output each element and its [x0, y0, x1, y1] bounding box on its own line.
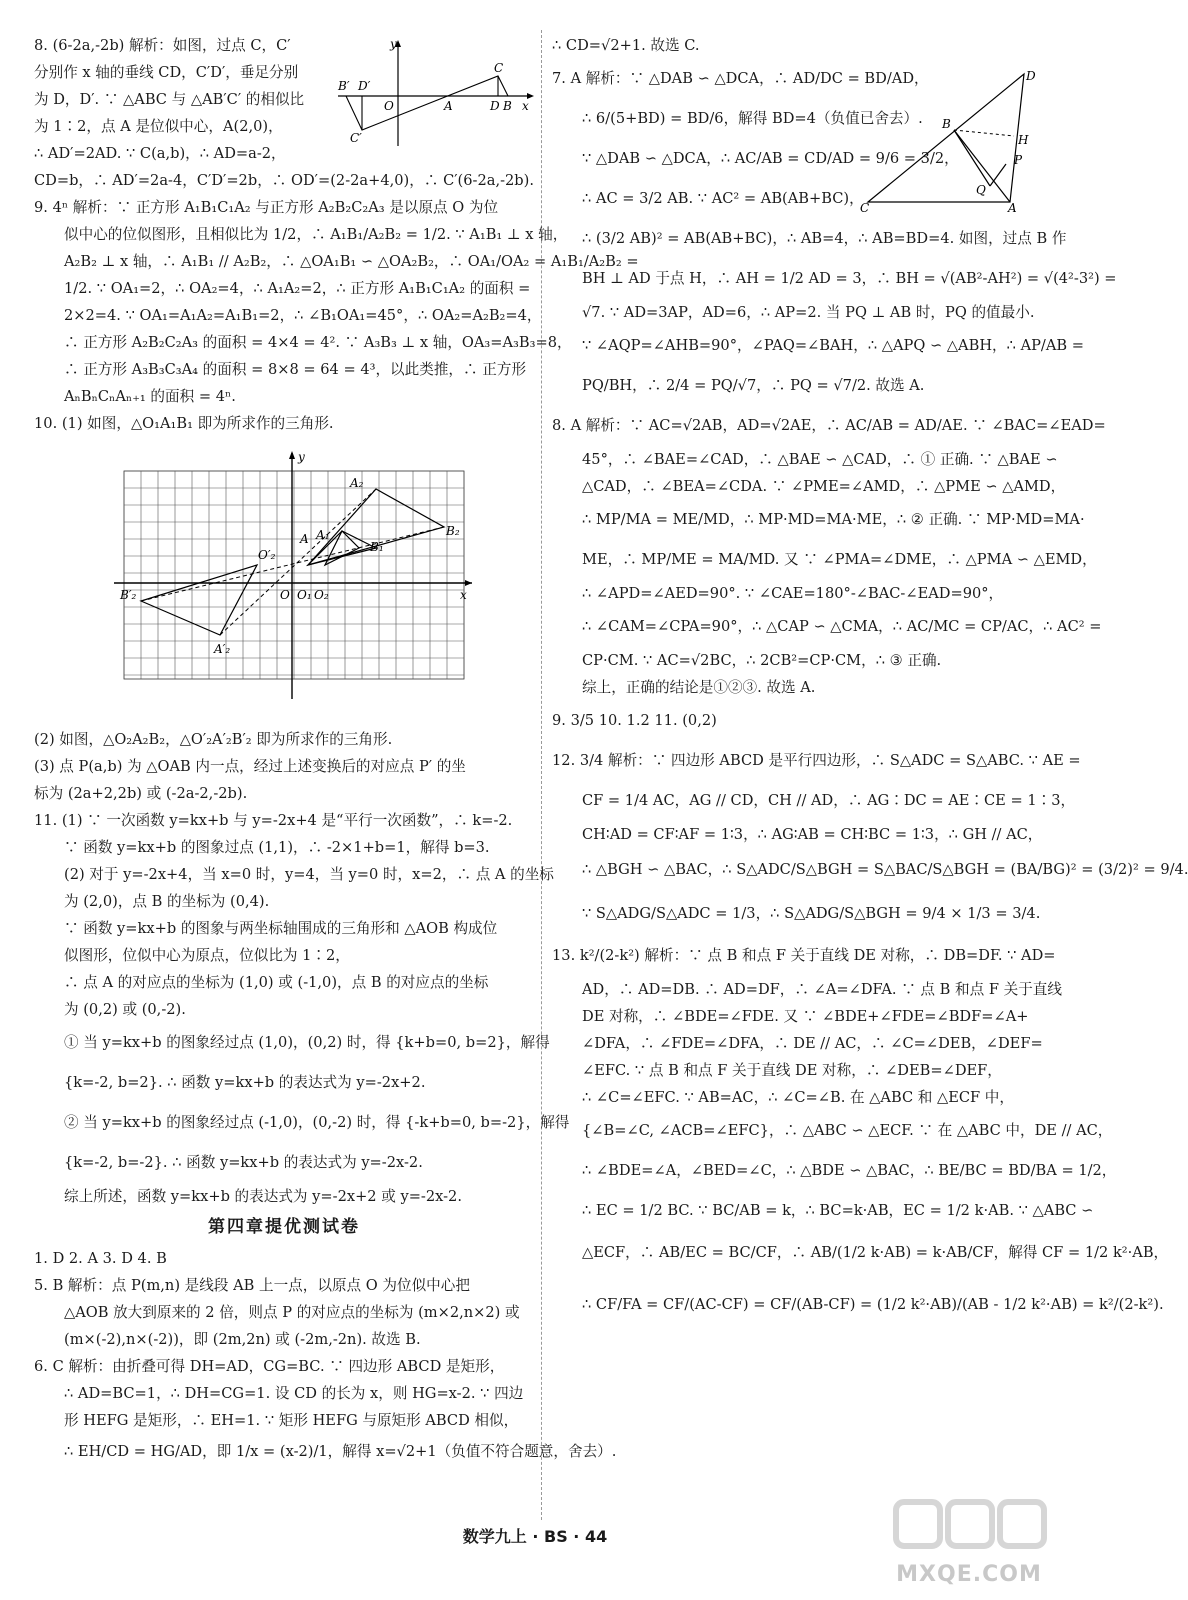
text-line: ME，∴ MP/ME = MA/MD. 又 ∵ ∠PMA=∠DME，∴ △PMA ∽ △EMD， [582, 551, 1097, 568]
right-column [552, 32, 1188, 1335]
grid-label: B₁ [370, 540, 384, 554]
fig7-label: D [1026, 69, 1036, 83]
page-footer: 数学九上 · BS · 44 [462, 1527, 608, 1546]
text-line: CF = 1/4 AC，AG // CD，CH // AD，∴ AG∶DC = AE∶CE = 1∶3， [582, 792, 1076, 809]
grid-label: x [460, 588, 467, 602]
fig7-label: A [1008, 201, 1017, 215]
grid-label: O [280, 588, 290, 602]
text-line: 9. 4ⁿ 解析：∵ 正方形 A₁B₁C₁A₂ 与正方形 A₂B₂C₂A₃ 是以原点 O 为位 [34, 199, 499, 216]
text-line: CP·CM. ∵ AC=√2BC，∴ 2CB²=CP·CM，∴ ③ 正确. [582, 652, 942, 669]
grid-label: O′₂ [258, 548, 276, 562]
text-line: 为 1∶2，点 A 是位似中心，A(2,0)， [34, 118, 283, 135]
text-line: 12. 3/4 解析：∵ 四边形 ABCD 是平行四边形，∴ S△ADC = S△ABC. ∵ AE = [552, 752, 1081, 769]
text-line: 45°，∴ ∠BAE=∠CAD，∴ △BAE ∽ △CAD，∴ ① 正确. ∵ △BAE ∽ [582, 451, 1058, 468]
text-line: AD，∴ AD=DB. ∴ AD=DF，∴ ∠A=∠DFA. ∵ 点 B 和点 F 关于直线 [582, 981, 1062, 998]
text-line: 似图形，位似中心为原点，位似比为 1∶2， [64, 947, 350, 964]
text-line: CH∶AD = CF∶AF = 1∶3，∴ AG∶AB = CH∶BC = 1∶3，∴ GH // AC， [582, 826, 1043, 843]
grid-label: A′₂ [214, 642, 231, 656]
fig7-label: B [942, 117, 951, 131]
fig8-label: C [494, 61, 504, 75]
q7-figure [860, 66, 1046, 214]
text-line: ∴ △BGH ∽ △BAC，∴ S△ADC/S△BGH = S△BAC/S△BGH = (BA/BG)² = (3/2)² = 9/4. [582, 861, 1188, 878]
text-line: 综上，正确的结论是①②③. 故选 A. [582, 679, 816, 696]
text-line: ∴ EH/CD = HG/AD，即 1/x = (x-2)/1，解得 x=√2+1（负值不符合题意，舍去）. [64, 1443, 617, 1460]
text-line: ∵ 函数 y=kx+b 的图象过点 (1,1)，∴ -2×1+b=1，解得 b=3. [64, 839, 490, 856]
text-line: ∠DFA，∴ ∠FDE=∠DFA，∴ DE // AC，∴ ∠C=∠DEB，∠DEF= [582, 1035, 1043, 1052]
fig8-label: C′ [350, 131, 362, 145]
text-line: △ECF，∴ AB/EC = BC/CF，∴ AB/(1/2 k·AB) = k·AB/CF，解得 CF = 1/2 k²·AB， [582, 1244, 1169, 1261]
text-line: ∴ EC = 1/2 BC. ∵ BC/AB = k，∴ BC=k·AB，EC = 1/2 k·AB. ∵ △ABC ∽ [582, 1202, 1094, 1219]
watermark-text: MXQE.COM [896, 1562, 1042, 1587]
text-line: ∠EFC. ∵ 点 B 和点 F 关于直线 DE 对称，∴ ∠DEB=∠DEF， [582, 1062, 1002, 1079]
text-line: A₂B₂ ⊥ x 轴，∴ A₁B₁ // A₂B₂，∴ △OA₁B₁ ∽ △OA₂B₂，∴ OA₁/OA₂ = A₁B₁/A₂B₂ = [64, 253, 639, 270]
coordinate-grid-figure [94, 443, 474, 709]
text-line: ∵ S△ADG/S△ADC = 1/3，∴ S△ADG/S△BGH = 9/4 × 1/3 = 3/4. [582, 905, 1041, 922]
text-line: 为 (0,2) 或 (0,-2). [64, 1001, 186, 1018]
grid-label: O₂ [314, 588, 329, 602]
text-line: 为 D，D′. ∵ △ABC 与 △AB′C′ 的相似比 [34, 91, 305, 108]
text-line: 8. (6-2a,-2b) 解析：如图，过点 C，C′ [34, 37, 291, 54]
text-line: 5. B 解析：点 P(m,n) 是线段 AB 上一点，以原点 O 为位似中心把 [34, 1277, 470, 1294]
text-line: 13. k²/(2-k²) 解析：∵ 点 B 和点 F 关于直线 DE 对称，∴ DB=DF. ∵ AD= [552, 947, 1056, 964]
text-line: 形 HEFG 是矩形，∴ EH=1. ∵ 矩形 HEFG 与原矩形 ABCD 相似， [64, 1412, 519, 1429]
grid-label: A₁ [316, 528, 330, 542]
text-line: (m×(-2),n×(-2))，即 (2m,2n) 或 (-2m,-2n). 故选 B. [64, 1331, 421, 1348]
text-line: 为 (2,0)，点 B 的坐标为 (0,4). [64, 893, 270, 910]
text-line: 标为 (2a+2,2b) 或 (-2a-2,-2b). [34, 785, 248, 802]
text-line: 似中心的位似图形，且相似比为 1/2，∴ A₁B₁/A₂B₂ = 1/2. ∵ A₁B₁ ⊥ x 轴， [64, 226, 568, 243]
text-line: ∴ 点 A 的对应点的坐标为 (1,0) 或 (-1,0)，点 B 的对应点的坐标 [64, 974, 489, 991]
text-line: ∴ ∠APD=∠AED=90°. ∵ ∠CAE=180°-∠BAC-∠EAD=90°， [582, 585, 1004, 602]
grid-label: O₁ [297, 588, 312, 602]
text-line: ∴ AD=BC=1，∴ DH=CG=1. 设 CD 的长为 x，则 HG=x-2. ∵ 四边 [64, 1385, 524, 1402]
text-line: {∠B=∠C, ∠ACB=∠EFC}，∴ △ABC ∽ △ECF. ∵ 在 △ABC 中，DE // AC， [582, 1122, 1113, 1139]
text-line: BH ⊥ AD 于点 H，∴ AH = 1/2 AD = 3，∴ BH = √(AB²-AH²) = √(4²-3²) = [582, 270, 1117, 287]
grid-label: y [298, 450, 305, 464]
fig7-label: C [860, 201, 870, 215]
text-line: ① 当 y=kx+b 的图象经过点 (1,0)，(0,2) 时，得 {k+b=0, b=2}，解得 [64, 1034, 550, 1051]
fig8-label: B [503, 99, 512, 113]
fig8-label: A [444, 99, 453, 113]
text-line: △CAD，∴ ∠BEA=∠CDA. ∵ ∠PME=∠AMD，∴ △PME ∽ △AMD， [582, 478, 1066, 495]
text-line: 1. D 2. A 3. D 4. B [34, 1250, 167, 1267]
text-line: ∴ ∠BDE=∠A，∠BED=∠C，∴ △BDE ∽ △BAC，∴ BE/BC = BD/BA = 1/2， [582, 1162, 1117, 1179]
text-line: ∴ ∠C=∠EFC. ∵ AB=AC，∴ ∠C=∠B. 在 △ABC 和 △ECF 中， [582, 1089, 1014, 1106]
text-line: 综上所述，函数 y=kx+b 的表达式为 y=-2x+2 或 y=-2x-2. [64, 1188, 462, 1205]
grid-label: B₂ [446, 524, 460, 538]
fig8-label: D′ [358, 79, 371, 93]
grid-label: A₂ [350, 476, 364, 490]
grid-label: B′₂ [120, 588, 137, 602]
q8-figure [338, 38, 534, 148]
section-title: 第四章提优测试卷 [208, 1217, 360, 1237]
fig7-label: Q [976, 183, 986, 197]
text-line: AₙBₙCₙAₙ₊₁ 的面积 = 4ⁿ. [64, 388, 236, 405]
fig7-label: P [1014, 153, 1023, 167]
text-line: ∴ AC = 3/2 AB. ∵ AC² = AB(AB+BC)， [582, 190, 864, 207]
fig8-label: x [522, 99, 529, 113]
text-line: ∴ (3/2 AB)² = AB(AB+BC)，∴ AB=4，∴ AB=BD=4. 如图，过点 B 作 [582, 230, 1067, 247]
text-line: 11. (1) ∵ 一次函数 y=kx+b 与 y=-2x+4 是“平行一次函数”，∴ k=-2. [34, 812, 513, 829]
text-line: √7. ∵ AD=3AP，AD=6，∴ AP=2. 当 PQ ⊥ AB 时，PQ 的值最小. [582, 304, 1035, 321]
text-line: CD=b，∴ AD′=2a-4，C′D′=2b，∴ OD′=(2-2a+4,0)，∴ C′(6-2a,-2b). [34, 172, 534, 189]
fig8-label: D [490, 99, 500, 113]
text-line: ∴ ∠CAM=∠CPA=90°，∴ △CAP ∽ △CMA，∴ AC/MC = CP/AC，∴ AC² = [582, 618, 1102, 635]
text-line: 1/2. ∵ OA₁=2，∴ OA₂=4，∴ A₁A₂=2，∴ 正方形 A₁B₁C₁A₂ 的面积 = [64, 280, 531, 297]
text-line: {k=-2, b=-2}. ∴ 函数 y=kx+b 的表达式为 y=-2x-2. [64, 1154, 423, 1171]
fig8-label: O [384, 99, 394, 113]
text-line: ∵ 函数 y=kx+b 的图象与两坐标轴围成的三角形和 △AOB 构成位 [64, 920, 498, 937]
text-line: 6. C 解析：由折叠可得 DH=AD，CG=BC. ∵ 四边形 ABCD 是矩形， [34, 1358, 505, 1375]
text-line: △AOB 放大到原来的 2 倍，则点 P 的对应点的坐标为 (m×2,n×2) 或 [64, 1304, 520, 1321]
text-line: (2) 对于 y=-2x+4，当 x=0 时，y=4，当 y=0 时，x=2，∴ 点 A 的坐标 [64, 866, 554, 883]
text-line: 8. A 解析：∵ AC=√2AB，AD=√2AE，∴ AC/AB = AD/AE. ∵ ∠BAC=∠EAD= [552, 417, 1106, 434]
text-line: 9. 3/5 10. 1.2 11. (0,2) [552, 712, 717, 729]
text-line: ∵ ∠AQP=∠AHB=90°，∠PAQ=∠BAH，∴ △APQ ∽ △ABH，∴ AP/AB = [582, 337, 1084, 354]
fig8-label: B′ [338, 79, 350, 93]
grid-label: A [300, 532, 309, 546]
text-line: {k=-2, b=2}. ∴ 函数 y=kx+b 的表达式为 y=-2x+2. [64, 1074, 426, 1091]
text-line: ∵ △DAB ∽ △DCA，∴ AC/AB = CD/AD = 9/6 = 3/2， [582, 150, 959, 167]
text-line: 2×2=4. ∵ OA₁=A₁A₂=A₁B₁=2，∴ ∠B₁OA₁=45°，∴ OA₂=A₂B₂=4， [64, 307, 542, 324]
text-line: ∴ 6/(5+BD) = BD/6，解得 BD=4（负值已舍去）. [582, 110, 923, 127]
text-line: (3) 点 P(a,b) 为 △OAB 内一点，经过上述变换后的对应点 P′ 的坐 [34, 758, 466, 775]
text-line: 分别作 x 轴的垂线 CD，C′D′，垂足分别 [34, 64, 299, 81]
text-line: ∴ 正方形 A₃B₃C₃A₄ 的面积 = 8×8 = 64 = 4³，以此类推，∴ 正方形 [64, 361, 527, 378]
text-line: PQ/BH，∴ 2/4 = PQ/√7，∴ PQ = √7/2. 故选 A. [582, 377, 925, 394]
text-line: ∴ MP/MA = ME/MD，∴ MP·MD=MA·ME，∴ ② 正确. ∵ MP·MD=MA· [582, 511, 1085, 528]
text-line: (2) 如图，△O₂A₂B₂，△O′₂A′₂B′₂ 即为所求作的三角形. [34, 731, 393, 748]
text-line: 10. (1) 如图，△O₁A₁B₁ 即为所求作的三角形. [34, 415, 334, 432]
fig8-label: y [390, 37, 397, 51]
text-line: ∴ 正方形 A₂B₂C₂A₃ 的面积 = 4×4 = 4². ∵ A₃B₃ ⊥ x 轴，OA₃=A₃B₃=8， [64, 334, 572, 351]
text-line: 7. A 解析：∵ △DAB ∽ △DCA，∴ AD/DC = BD/AD， [552, 70, 929, 87]
text-line: ∴ CF/FA = CF/(AC-CF) = CF/(AB-CF) = (1/2 k²·AB)/(AB - 1/2 k²·AB) = k²/(2-k²). [582, 1296, 1164, 1313]
text-line: ② 当 y=kx+b 的图象经过点 (-1,0)，(0,-2) 时，得 {-k+b=0, b=-2}，解得 [64, 1114, 570, 1131]
text-line: ∴ AD′=2AD. ∵ C(a,b)，∴ AD=a-2， [34, 145, 286, 162]
text-line: DE 对称，∴ ∠BDE=∠FDE. 又 ∵ ∠BDE+∠FDE=∠BDF=∠A+ [582, 1008, 1029, 1025]
fig7-label: H [1018, 133, 1029, 147]
text-line: ∴ CD=√2+1. 故选 C. [552, 37, 700, 54]
